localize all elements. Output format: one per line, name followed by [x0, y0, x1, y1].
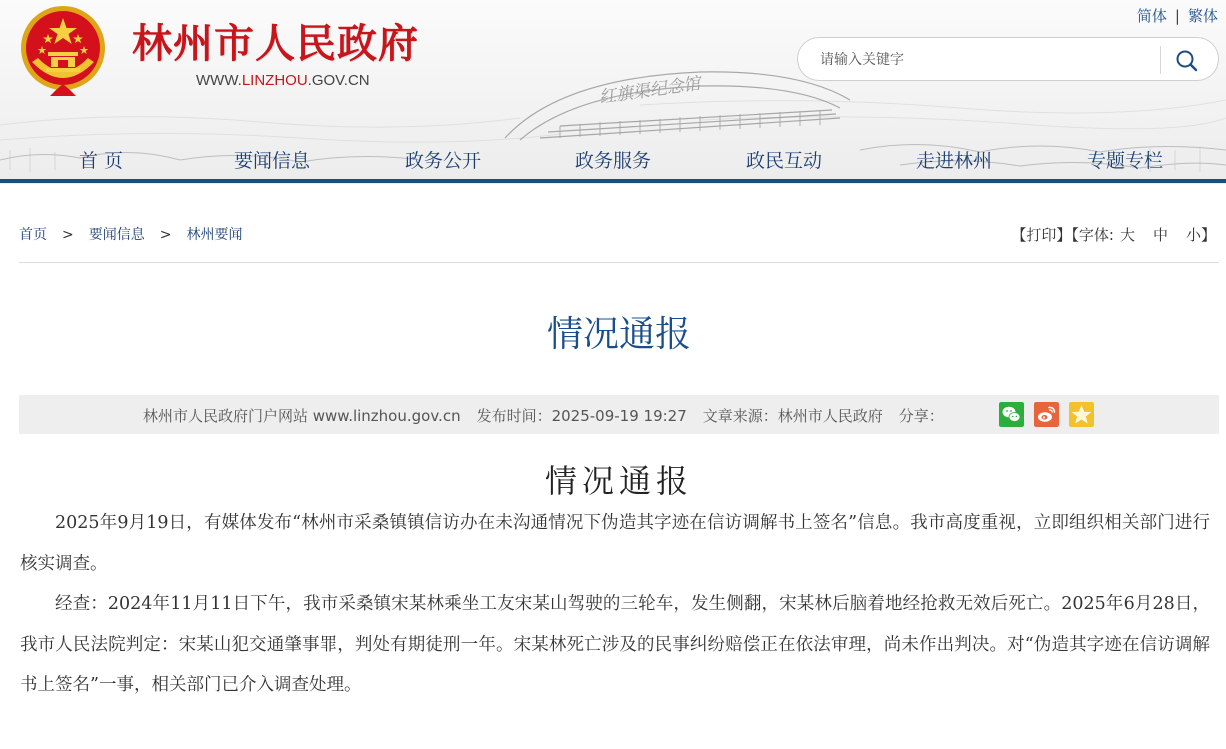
font-size-close-bracket: 】 [1200, 226, 1216, 244]
site-header [0, 0, 1226, 184]
meta-share-label: 分享： [898, 407, 944, 425]
font-medium-button[interactable]: 中 [1152, 226, 1168, 244]
weibo-icon[interactable] [1034, 402, 1059, 427]
article-meta [143, 405, 960, 426]
breadcrumb-linzhou-news[interactable]: 林州要闻 [186, 227, 243, 243]
language-switch [1137, 5, 1218, 26]
breadcrumb-home[interactable]: 首页 [19, 227, 47, 243]
building-calligraphy: 红旗渠纪念馆 [597, 73, 702, 108]
article-paragraph: 经查：2024年11月11日下午，我市采桑镇宋某林乘坐工友宋某山驾驶的三轮车，发生侧翻，宋某林后脑着地经抢救无效后死亡。2025年6月28日，我市人民法院判定：宋某山犯交通肇事罪，判处有期徒刑一年。宋某林死亡涉及的民事纠纷赔偿正在依法审理，尚未作出判决。对“伪造其字迹在信访调解书上签名”一事，相关部门已介入调查处理。 [20, 594, 1210, 695]
lang-separator: | [1174, 7, 1180, 25]
meta-publish-time: 发布时间：2025-09-19 19:27 [476, 407, 687, 425]
article-heading: 情况通报 [544, 462, 693, 500]
article-paragraph: 2025年9月19日，有媒体发布“林州市采桑镇镇信访办在未沟通情况下伪造其字迹在信访调解书上签名”信息。我市高度重视，立即组织相关部门进行核实调查。 [20, 513, 1210, 574]
nav-item-home[interactable]: 首 页 [79, 150, 124, 172]
search-divider [1160, 46, 1161, 74]
main-nav [0, 138, 1226, 180]
nav-item-about-linzhou[interactable]: 走进林州 [916, 150, 993, 172]
search-input[interactable] [820, 48, 1140, 72]
page-title: 情况通报 [546, 314, 691, 355]
nav-item-gov-affairs-open[interactable]: 政务公开 [405, 150, 482, 172]
breadcrumb-news[interactable]: 要闻信息 [88, 227, 145, 243]
font-small-button[interactable]: 小 [1185, 226, 1201, 244]
article-tools [1011, 224, 1216, 245]
site-url-highlight: LINZHOU [241, 72, 308, 89]
meta-source-site: 林州市人民政府门户网站 www.linzhou.gov.cn [143, 407, 461, 425]
nav-underline-bar [0, 179, 1226, 183]
nav-item-interaction[interactable]: 政民互动 [746, 150, 823, 172]
nav-item-news[interactable]: 要闻信息 [234, 150, 311, 172]
meta-article-source: 文章来源：林州市人民政府 [702, 407, 883, 425]
lang-traditional-link[interactable]: 繁体 [1187, 7, 1218, 25]
lang-simplified-link[interactable]: 简体 [1136, 7, 1167, 25]
national-emblem-icon [18, 4, 108, 98]
breadcrumb-separator: > [62, 227, 74, 243]
font-large-button[interactable]: 大 [1119, 226, 1135, 244]
site-title: 林州市人民政府 [132, 21, 419, 67]
print-button[interactable]: 【打印】 [1011, 226, 1072, 244]
search-icon[interactable] [1170, 45, 1204, 75]
article-meta-bar [19, 395, 1219, 434]
breadcrumb-separator: > [159, 227, 172, 243]
breadcrumb [19, 224, 242, 244]
article-body [20, 503, 1210, 706]
site-url [196, 72, 370, 89]
nav-item-special-topics[interactable]: 专题专栏 [1087, 150, 1164, 172]
font-size-label: 【字体: [1071, 226, 1114, 244]
nav-item-gov-services[interactable]: 政务服务 [575, 150, 652, 172]
favorite-star-icon[interactable] [1069, 402, 1094, 427]
wechat-icon[interactable] [999, 402, 1024, 427]
search-box [797, 37, 1219, 81]
site-url-prefix: WWW. [196, 72, 242, 89]
site-url-suffix: .GOV.CN [307, 72, 370, 89]
divider [19, 262, 1219, 263]
